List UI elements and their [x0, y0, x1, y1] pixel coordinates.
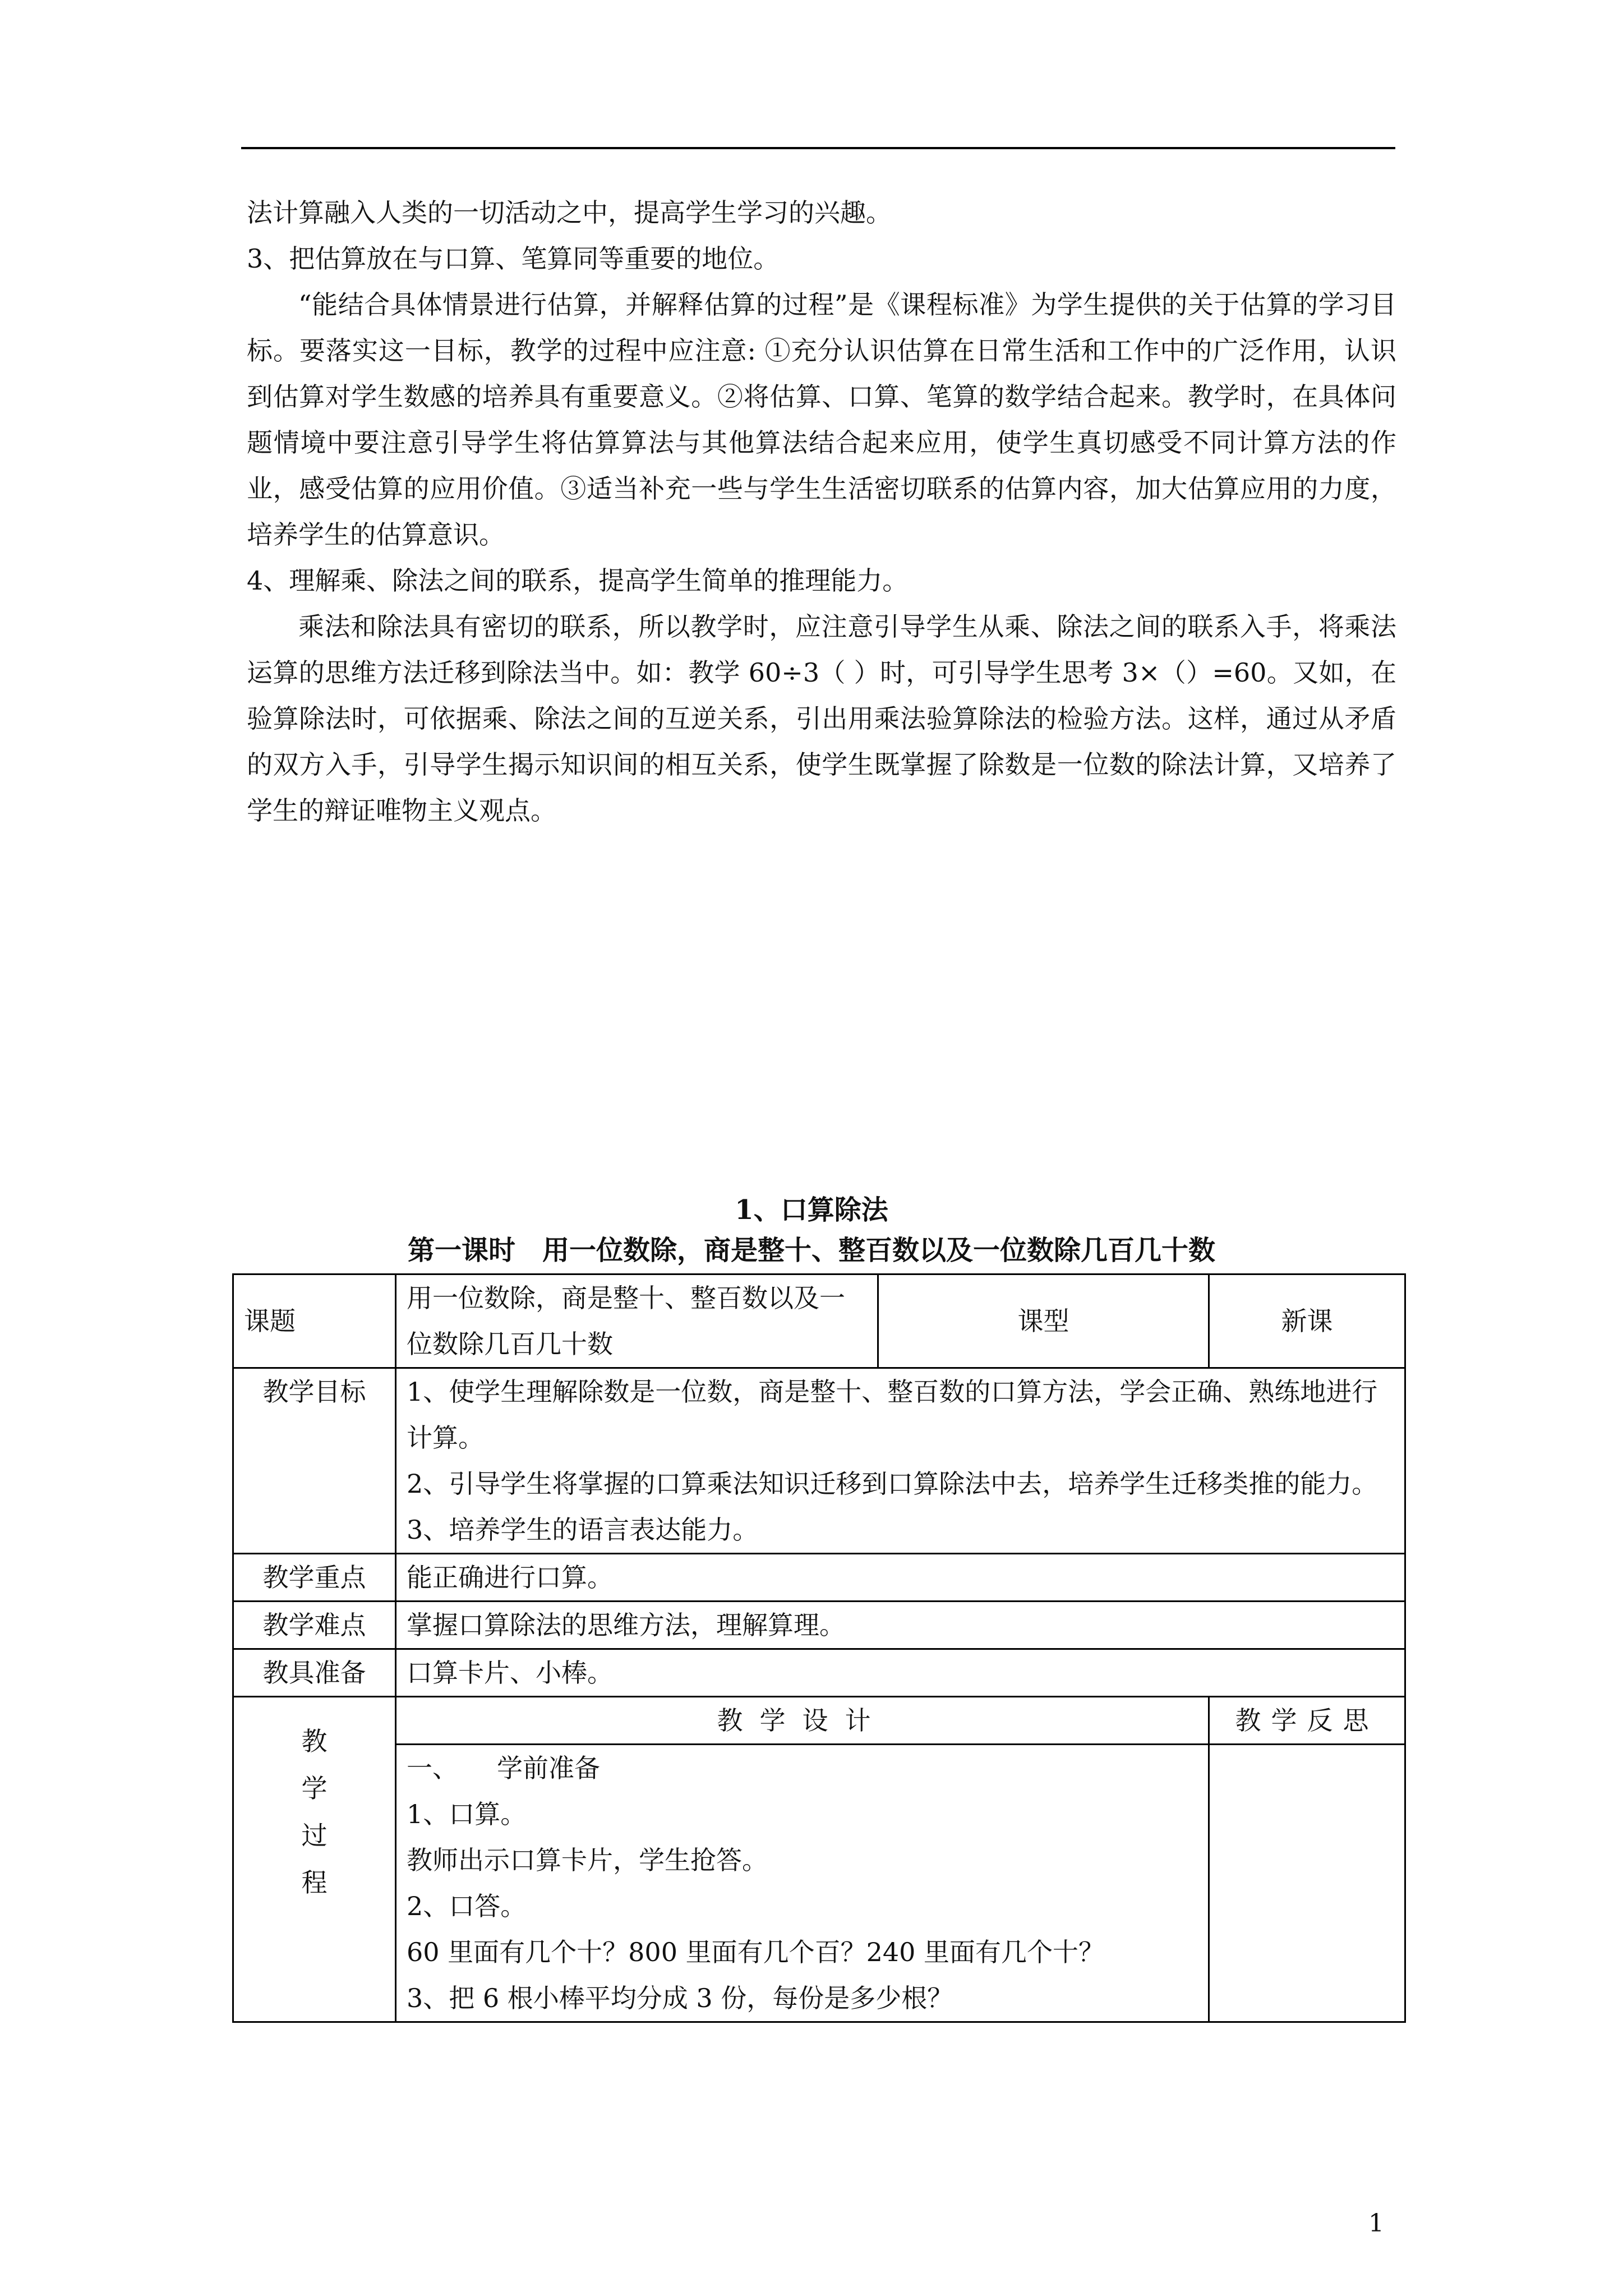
process-content: [396, 1745, 1209, 2022]
lesson-title: 第一课时 用一位数除，商是整十、整百数以及一位数除几百几十数: [407, 1235, 1215, 1266]
goal-item: 1、使学生理解除数是一位数，商是整十、整百数的口算方法，学会正确、熟练地进行计算。: [407, 1377, 1378, 1453]
paragraph: 4、理解乘、除法之间的联系，提高学生简单的推理能力。: [247, 565, 909, 596]
process-line: 2、口答。: [407, 1891, 527, 1921]
goals-row: [233, 1368, 1405, 1554]
topic-value: 用一位数除，商是整十、整百数以及一位数除几百几十数: [396, 1274, 878, 1368]
tools-row: [233, 1649, 1405, 1697]
header-rule: [241, 147, 1395, 149]
paragraph: “能结合具体情景进行估算，并解释估算的过程”是《课程标准》为学生提供的关于估算的学习目标。要落实这一目标，教学的过程中应注意: ①充分认识估算在日常生活和工作中的广泛作用，认识到估算对学生数感的培养具有重要意义。②将估算、口算、笔算的数学结合起来。教学时，在具体问题情境中要注意引导学生将估算算法与其他算法结合起来应用，使学生真切感受不同计算方法的作业，感受估算的应用价值。③适当补充一些与学生生活密切联系的估算内容，加大估算应用的力度，培养学生的估算意识。: [247, 289, 1396, 550]
process-line: 1、口算。: [407, 1799, 527, 1829]
process-line: 3、把 6 根小棒平均分成 3 份，每份是多少根？: [407, 1983, 953, 2013]
page-number: 1: [1368, 2209, 1384, 2238]
design-header: 教学设计: [396, 1697, 1209, 1745]
lesson-plan-table: [232, 1273, 1406, 2023]
paragraph: 乘法和除法具有密切的联系，所以教学时，应注意引导学生从乘、除法之间的联系入手，将乘法运算的思维方法迁移到除法当中。如：教学 60÷3（ ）时，可引导学生思考 3×（）=60。又如，在验算除法时，可依据乘、除法之间的互逆关系，引出用乘法验算除法的检验方法。这样，通过从矛盾的双方入手，引导学生揭示知识间的相互关系，使学生既掌握了除数是一位数的除法计算，又培养了学生的辩证唯物主义观点。: [247, 611, 1396, 826]
goals-label: 教学目标: [233, 1368, 396, 1554]
paragraph: 法计算融入人类的一切活动之中，提高学生学习的兴趣。: [247, 197, 892, 228]
key-value: 能正确进行口算。: [396, 1554, 1405, 1602]
intro-text: [247, 190, 1396, 834]
tools-label: 教具准备: [233, 1649, 396, 1697]
process-header-row: [233, 1697, 1405, 1745]
topic-label: 课题: [233, 1274, 396, 1368]
process-line: 教师出示口算卡片，学生抢答。: [407, 1845, 768, 1875]
process-label-char: 学: [301, 1773, 328, 1803]
key-label: 教学重点: [233, 1554, 396, 1602]
process-label-char: 程: [301, 1867, 328, 1898]
reflection-header: 教学反思: [1209, 1697, 1405, 1745]
tools-value: 口算卡片、小棒。: [396, 1649, 1405, 1697]
goal-item: 3、培养学生的语言表达能力。: [407, 1515, 759, 1545]
type-value: 新课: [1209, 1274, 1405, 1368]
key-row: [233, 1554, 1405, 1602]
process-line: 60 里面有几个十？800 里面有几个百？240 里面有几个十？: [407, 1937, 1104, 1967]
goals-cell: [396, 1368, 1405, 1554]
process-label: [233, 1697, 396, 2022]
difficulty-label: 教学难点: [233, 1602, 396, 1649]
section-title: 1、口算除法: [735, 1194, 888, 1226]
process-label-char: 教: [301, 1726, 328, 1756]
difficulty-value: 掌握口算除法的思维方法，理解算理。: [396, 1602, 1405, 1649]
process-label-char: 过: [301, 1820, 328, 1851]
topic-row: [233, 1274, 1405, 1368]
process-line: 一、 学前准备: [407, 1753, 600, 1783]
paragraph: 3、把估算放在与口算、笔算同等重要的地位。: [247, 243, 780, 274]
goal-item: 2、引导学生将掌握的口算乘法知识迁移到口算除法中去，培养学生迁移类推的能力。: [407, 1469, 1378, 1499]
type-label: 课型: [878, 1274, 1209, 1368]
process-content-row: [233, 1745, 1405, 2022]
reflection-cell: [1209, 1745, 1405, 2022]
difficulty-row: [233, 1602, 1405, 1649]
